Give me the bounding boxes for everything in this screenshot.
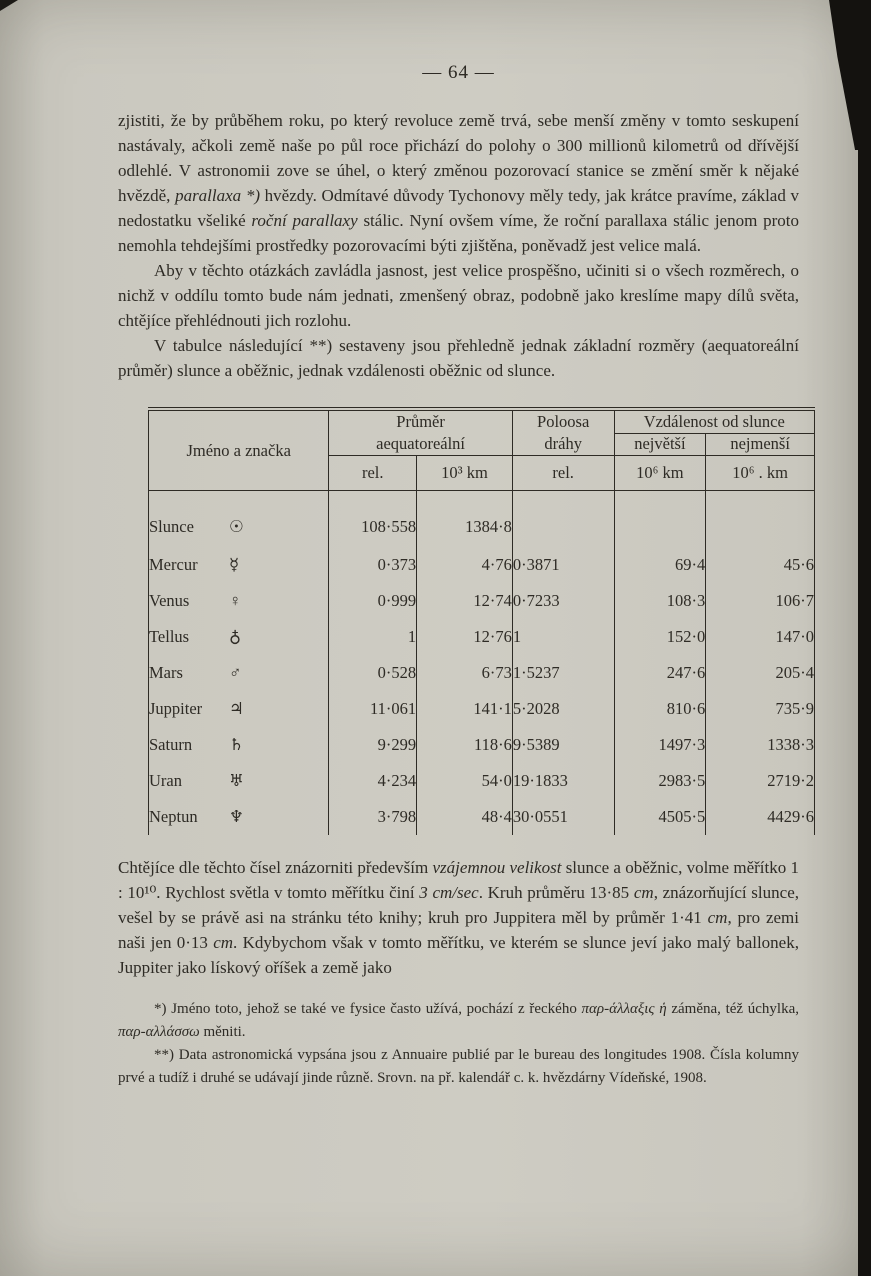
table-cell: 9·299: [329, 727, 417, 763]
footnotes: [118, 998, 799, 1090]
text-segment: *) Jméno toto, jehož se také ve fysice často užívá, pochází z řeckého: [154, 1001, 582, 1017]
table-cell: 118·6: [417, 727, 513, 763]
table-cell: 1338·3: [706, 727, 815, 763]
table-cell: [614, 491, 706, 548]
table-cell: 2719·2: [706, 763, 815, 799]
planet-name: Venus: [149, 591, 190, 610]
planet-table-wrap: [148, 407, 814, 835]
planet-name-cell: [149, 763, 329, 799]
text-segment: stálic. Nyní ovšem víme, že roční parallaxa stálic jenom proto nemohla tehdejšími prostředky pozorovacími býti zjištěna, poněvadž jest velice malá.: [118, 211, 799, 255]
planet-name-cell: [149, 619, 329, 655]
planet-symbol: ♄: [229, 735, 244, 754]
table-cell: 735·9: [706, 691, 815, 727]
text-segment: Aby v těchto otázkách zavládla jasnost, jest velice prospěšno, učiniti si o všech rozměrech, o nichž v oddílu tomto bude nám jednati, zmenšený obraz, podobně jako kreslíme mapy dílů světa, chtějíce přehlédnouti jich rozlohu.: [118, 261, 799, 330]
table-cell: 810·6: [614, 691, 706, 727]
unit-rel-diameter: rel.: [329, 456, 417, 491]
planet-symbol: ♂: [229, 663, 242, 682]
header-line: Průměr: [396, 412, 445, 431]
planet-name-cell: [149, 655, 329, 691]
table-cell: 54·0: [417, 763, 513, 799]
planet-name: Slunce: [149, 517, 194, 536]
planet-symbol: ☿: [229, 555, 240, 574]
planet-symbol: ♀: [229, 591, 242, 610]
text-segment: Chtějíce dle těchto čísel znázorniti především: [118, 858, 433, 877]
planet-name: Mercur: [149, 555, 198, 574]
text-segment: V tabulce následující **) sestaveny jsou přehledně jednak základní rozměry (aequatoreální průměr) slunce a oběžnic, jednak vzdálenosti oběžnic od slunce.: [118, 336, 799, 380]
planet-name-cell: [149, 727, 329, 763]
table-cell: [706, 491, 815, 548]
table-cell: 48·4: [417, 799, 513, 835]
text-segment: hvězdy. Odmítavé důvody Tychonovy měly tedy, jak krátce pravíme, základ v nedostatku všeliké: [118, 186, 799, 230]
table-row: [149, 619, 815, 655]
unit-km6-max: 10⁶ km: [614, 456, 706, 491]
planet-symbol: ♁: [229, 627, 242, 646]
planet-name: Uran: [149, 771, 182, 790]
table-cell: 3·798: [329, 799, 417, 835]
greek-term: παρ-αλλάσσω: [118, 1024, 200, 1040]
header-line: Poloosa: [537, 412, 590, 431]
planet-name: Neptun: [149, 807, 198, 826]
table-row: [149, 727, 815, 763]
text-segment: zjistiti, že by průběhem roku, po který revoluce země trvá, sebe menší změny v tomto seskupení nastávaly, ačkoli země naše po půl roce přichází do polohy o 300 millionů kilometrů od dřívější odlehlé. V astronomii zove se úhel, o který změnou pozorovací stanice se změní směr k nějaké hvězdě,: [118, 111, 799, 205]
col-header-name: Jméno a značka: [149, 409, 329, 491]
planet-name-cell: [149, 491, 329, 548]
col-header-distance: Vzdálenost od slunce: [614, 409, 814, 433]
planet-name: Tellus: [149, 627, 190, 646]
table-cell: 0·3871: [512, 547, 614, 583]
table-cell: 2983·5: [614, 763, 706, 799]
table-cell: 0·373: [329, 547, 417, 583]
paragraph-table-intro: [118, 333, 799, 383]
planet-symbol: ♃: [229, 699, 244, 718]
table-row: [149, 655, 815, 691]
planet-name: Saturn: [149, 735, 193, 754]
table-row: [149, 583, 815, 619]
table-cell: 1497·3: [614, 727, 706, 763]
page-corner-mark-top-left: [0, 0, 18, 11]
text-segment-italic: vzájemnou velikost: [432, 858, 562, 877]
table-cell: 4·234: [329, 763, 417, 799]
table-cell: 4429·6: [706, 799, 815, 835]
text-segment-italic: cm: [213, 933, 234, 952]
table-row: [149, 491, 815, 548]
text-segment-italic: roční parallaxy: [251, 211, 358, 230]
table-row: [149, 799, 815, 835]
table-cell: 1: [329, 619, 417, 655]
unit-km6-min: 10⁶ . km: [706, 456, 815, 491]
header-line: dráhy: [544, 434, 582, 453]
table-cell: 12·76: [417, 619, 513, 655]
text-segment: slunce a oběžnic, volme měřítko 1 : 10¹⁰. Rychlost světla v tomto měřítku činí: [118, 858, 799, 902]
table-cell: 4505·5: [614, 799, 706, 835]
table-cell: 30·0551: [512, 799, 614, 835]
table-cell: 0·528: [329, 655, 417, 691]
planet-symbol: ♅: [229, 771, 244, 790]
planet-data-table: [148, 407, 815, 835]
table-cell: 106·7: [706, 583, 815, 619]
table-cell: 247·6: [614, 655, 706, 691]
col-header-semiaxis: [512, 409, 614, 456]
planet-name-cell: [149, 799, 329, 835]
table-cell: 108·558: [329, 491, 417, 548]
table-cell: 1384·8: [417, 491, 513, 548]
text-segment-italic: cm: [633, 883, 654, 902]
table-row: [149, 547, 815, 583]
book-page: [118, 62, 814, 1090]
planet-symbol: ☉: [229, 517, 244, 536]
col-header-distance-min: nejmenší: [706, 433, 815, 455]
text-segment-italic: cm: [707, 908, 728, 927]
table-cell: 147·0: [706, 619, 815, 655]
table-cell: 6·73: [417, 655, 513, 691]
paragraph-scale-model: [118, 855, 799, 980]
header-line: aequatoreální: [376, 434, 466, 453]
footnote-data-source: [118, 1044, 799, 1090]
table-cell: 1·5237: [512, 655, 614, 691]
col-header-diameter: [329, 409, 512, 456]
table-cell: 69·4: [614, 547, 706, 583]
planet-name-cell: [149, 691, 329, 727]
text-segment: záměna, též úchylka,: [666, 1001, 799, 1017]
text-segment-italic: 3 cm/sec: [419, 883, 479, 902]
footnote-parallax-etymology: [118, 998, 799, 1044]
table-row: [149, 691, 815, 727]
planet-name: Juppiter: [149, 699, 203, 718]
table-cell: 152·0: [614, 619, 706, 655]
table-cell: 9·5389: [512, 727, 614, 763]
table-cell: 205·4: [706, 655, 815, 691]
table-cell: 19·1833: [512, 763, 614, 799]
text-segment-italic: parallaxa *): [175, 186, 260, 205]
text-segment: měniti.: [199, 1024, 246, 1040]
table-cell: 5·2028: [512, 691, 614, 727]
table-cell: 1: [512, 619, 614, 655]
table-cell: 0·999: [329, 583, 417, 619]
table-cell: 0·7233: [512, 583, 614, 619]
table-cell: 11·061: [329, 691, 417, 727]
text-segment: . Kdybychom však v tomto měřítku, ve kterém se slunce jeví jako malý ballonek, Juppiter jako lískový oříšek a země jako: [118, 933, 799, 977]
text-segment: , znázorňující slunce, vešel by se právě asi na stránku této knihy; kruh pro Juppitera měl by průměr 1·41: [118, 883, 799, 927]
planet-name: Mars: [149, 663, 183, 682]
paragraph-clarity: [118, 258, 799, 333]
table-cell: 108·3: [614, 583, 706, 619]
col-header-distance-max: největší: [614, 433, 706, 455]
page-edge-shadow-right: [858, 0, 871, 1276]
paragraph-parallax: [118, 108, 799, 258]
text-segment: , pro zemi naši jen 0·13: [118, 908, 800, 952]
table-cell: [512, 491, 614, 548]
table-cell: 4·76: [417, 547, 513, 583]
planet-symbol: ♆: [229, 807, 244, 826]
table-row: [149, 763, 815, 799]
unit-km3: 10³ km: [417, 456, 513, 491]
table-cell: 12·74: [417, 583, 513, 619]
unit-rel-semiaxis: rel.: [512, 456, 614, 491]
page-number: — 64 —: [422, 62, 495, 83]
text-segment: **) Data astronomická vypsána jsou z Annuaire publié par le bureau des longitudes 1908. Čísla kolumny prvé a tudíž i druhé se udávají jinde různě. Srovn. na př. kalendář c. k. hvězdárny Vídeňské, 1908.: [118, 1047, 799, 1086]
planet-name-cell: [149, 547, 329, 583]
table-cell: 141·1: [417, 691, 513, 727]
planet-name-cell: [149, 583, 329, 619]
page-corner-shadow-top-right: [829, 0, 871, 150]
table-cell: 45·6: [706, 547, 815, 583]
text-segment: . Kruh průměru 13·85: [478, 883, 634, 902]
greek-term: παρ-άλλαξις ἡ: [581, 1001, 667, 1017]
